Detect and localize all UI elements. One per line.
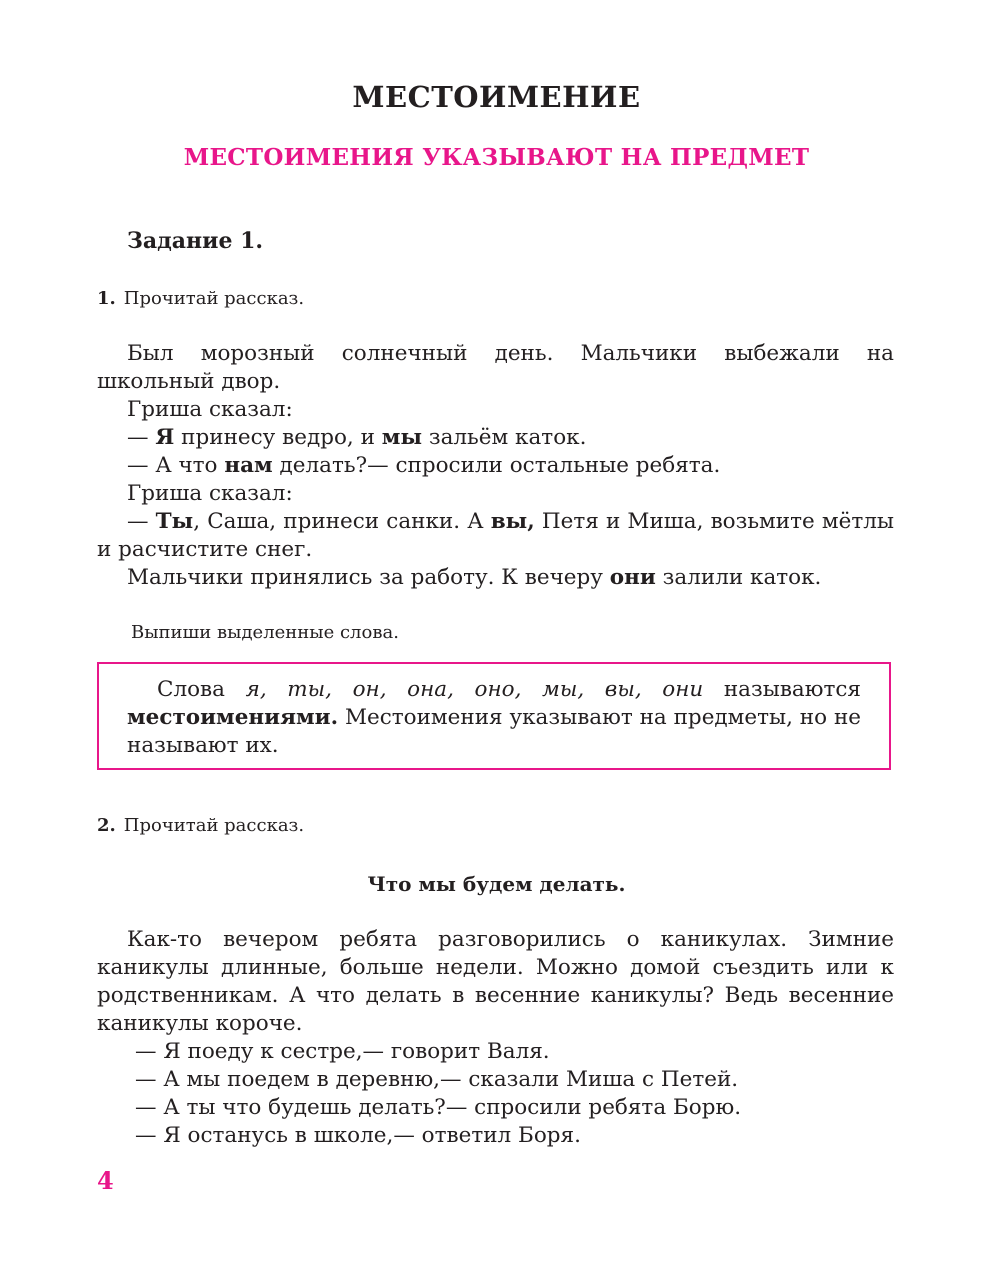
page-title: МЕСТОИМЕНИЕ [352, 80, 641, 114]
exercise-2-story [97, 926, 894, 1150]
rule-term: местоимениями. [127, 705, 339, 730]
exercise-1-story [97, 340, 894, 592]
exercise-2-instruction-text: Прочитай рассказ. [123, 815, 305, 836]
dialog-line: — Я останусь в школе,— ответил Боря. [135, 1123, 581, 1148]
pronoun-list: я, ты, он, она, оно, мы, вы, они [245, 677, 704, 702]
rule-box: Слова я, ты, он, она, оно, мы, вы, они называются местоимениями. Местоимения указывают на предметы, но не называют их. [97, 662, 891, 770]
story-line: Был морозный солнечный день. Мальчики выбежали на школьный двор. [97, 341, 894, 394]
story-paragraph: Как-то вечером ребята разговорились о каникулах. Зимние каникулы длинные, больше недели. Можно домой съездить или к родственникам. А что делать в весенние каникулы? Ведь весенние каникулы короче. [97, 927, 894, 1036]
exercise-2-instruction [97, 815, 304, 836]
dialog-line: — А ты что будешь делать?— спросили ребята Борю. [135, 1095, 742, 1120]
story-title: Что мы будем делать. [367, 872, 626, 896]
story-line: Гриша сказал: [127, 481, 293, 506]
story-line: Гриша сказал: [127, 397, 293, 422]
highlighted-pronoun: Я [155, 425, 175, 450]
highlighted-pronoun: они [609, 565, 656, 590]
exercise-1-instruction-text: Прочитай рассказ. [123, 288, 305, 309]
section-subtitle: МЕСТОИМЕНИЯ УКАЗЫВАЮТ НА ПРЕДМЕТ [183, 144, 810, 171]
exercise-1-task-note: Выпиши выделенные слова. [131, 622, 399, 643]
story-line: — Ты, Саша, принеси санки. А вы, Петя и Миша, возьмите мётлы и расчистите снег. [97, 509, 894, 562]
task-heading: Задание 1. [127, 228, 264, 254]
exercise-1-instruction [97, 288, 304, 309]
exercise-2-number: 2. [97, 815, 116, 836]
highlighted-pronoun: нам [224, 453, 273, 478]
highlighted-pronoun: вы, [490, 509, 535, 534]
page-number: 4 [97, 1166, 114, 1195]
dialog-line: — Я поеду к сестре,— говорит Валя. [135, 1039, 550, 1064]
highlighted-pronoun: мы [381, 425, 423, 450]
story-line: — А что нам делать?— спросили остальные ребята. [127, 453, 721, 478]
exercise-1-number: 1. [97, 288, 116, 309]
highlighted-pronoun: Ты [155, 509, 194, 534]
dialog-line: — А мы поедем в деревню,— сказали Миша с Петей. [135, 1067, 739, 1092]
story-line: — Я принесу ведро, и мы зальём каток. [127, 425, 587, 450]
story-line: Мальчики принялись за работу. К вечеру они залили каток. [127, 565, 822, 590]
